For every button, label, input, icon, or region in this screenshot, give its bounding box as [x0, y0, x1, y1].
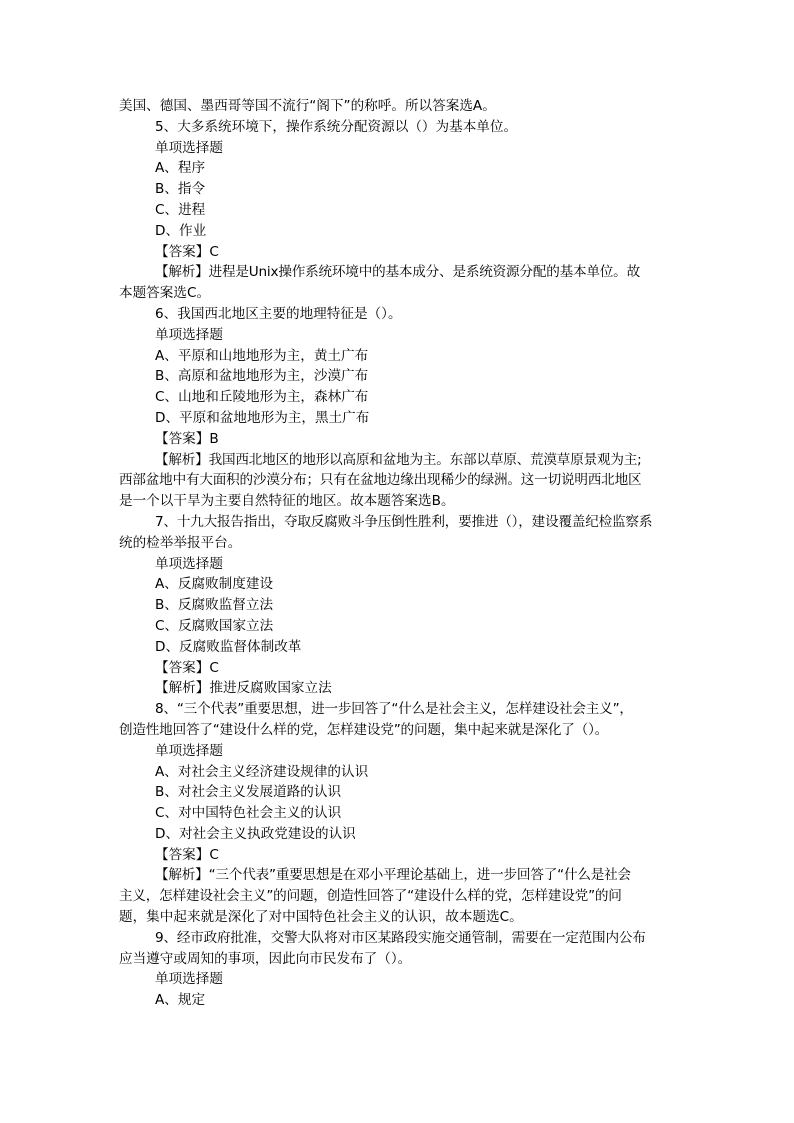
option-d: D、对社会主义执政党建设的认识 — [155, 825, 356, 842]
question-type: 单项选择题 — [155, 742, 223, 759]
question-8: 8、“三个代表”重要思想，进一步回答了“什么是社会主义，怎样建设社会主义”， — [155, 701, 633, 718]
question-type: 单项选择题 — [155, 971, 223, 988]
option-a: A、反腐败制度建设 — [155, 576, 274, 593]
option-c: C、进程 — [155, 201, 206, 218]
question-continued: 应当遵守或周知的事项，因此向市民发布了（）。 — [119, 950, 412, 967]
answer: 【答案】C — [155, 243, 219, 260]
question-5: 5、大多系统环境下，操作系统分配资源以（）为基本单位。 — [155, 118, 518, 135]
option-a: A、程序 — [155, 160, 206, 177]
text-line: 美国、德国、墨西哥等国不流行“阁下”的称呼。所以答案选A。 — [119, 98, 496, 114]
option-d: D、作业 — [155, 222, 207, 239]
answer: 【答案】C — [155, 846, 219, 863]
analysis: 【解析】我国西北地区的地形以高原和盆地为主。东部以草原、荒漠草原景观为主; — [155, 451, 642, 468]
question-type: 单项选择题 — [155, 139, 223, 156]
option-a: A、对社会主义经济建设规律的认识 — [155, 763, 369, 780]
option-c: C、对中国特色社会主义的认识 — [155, 805, 342, 822]
answer: 【答案】B — [155, 430, 219, 447]
analysis-continued: 题，集中起来就是深化了对中国特色社会主义的认识，故本题选C。 — [119, 909, 523, 926]
answer: 【答案】C — [155, 659, 219, 676]
analysis-continued: 本题答案选C。 — [119, 285, 211, 302]
option-d: D、平原和盆地地形为主，黑土广布 — [155, 409, 370, 426]
question-type: 单项选择题 — [155, 555, 223, 572]
option-c: C、反腐败国家立法 — [155, 617, 274, 634]
analysis: 【解析】“三个代表”重要思想是在邓小平理论基础上，进一步回答了“什么是社会 — [155, 867, 631, 884]
option-b: B、对社会主义发展道路的认识 — [155, 784, 342, 801]
option-a: A、平原和山地地形为主，黄土广布 — [155, 347, 369, 364]
option-b: B、指令 — [155, 181, 206, 198]
analysis-continued: 西部盆地中有大面积的沙漠分布；只有在盆地边缘出现稀少的绿洲。这一切说明西北地区 — [119, 472, 642, 489]
option-d: D、反腐败监督体制改革 — [155, 638, 302, 655]
question-9: 9、经市政府批准，交警大队将对市区某路段实施交通管制，需要在一定范围内公布 — [155, 929, 646, 946]
option-c: C、山地和丘陵地形为主，森林广布 — [155, 389, 369, 406]
analysis: 【解析】进程是Unix操作系统环境中的基本成分、是系统资源分配的基本单位。故 — [155, 264, 640, 281]
question-continued: 统的检举举报平台。 — [119, 534, 242, 551]
question-6: 6、我国西北地区主要的地理特征是（）。 — [155, 305, 402, 322]
question-type: 单项选择题 — [155, 326, 223, 343]
analysis-continued: 是一个以干旱为主要自然特征的地区。故本题答案选B。 — [119, 493, 455, 510]
option-b: B、高原和盆地地形为主，沙漠广布 — [155, 368, 369, 385]
option-a: A、规定 — [155, 992, 206, 1009]
document-page — [119, 96, 679, 1011]
option-b: B、反腐败监督立法 — [155, 597, 274, 614]
question-continued: 创造性地回答了“建设什么样的党，怎样建设党”的问题，集中起来就是深化了（）。 — [119, 721, 609, 738]
question-7: 7、十九大报告指出，夺取反腐败斗争压倒性胜利，要推进（），建设覆盖纪检监察系 — [155, 513, 653, 530]
analysis: 【解析】推进反腐败国家立法 — [155, 680, 332, 697]
analysis-continued: 主义，怎样建设社会主义”的问题，创造性回答了“建设什么样的党，怎样建设党”的问 — [119, 888, 622, 905]
